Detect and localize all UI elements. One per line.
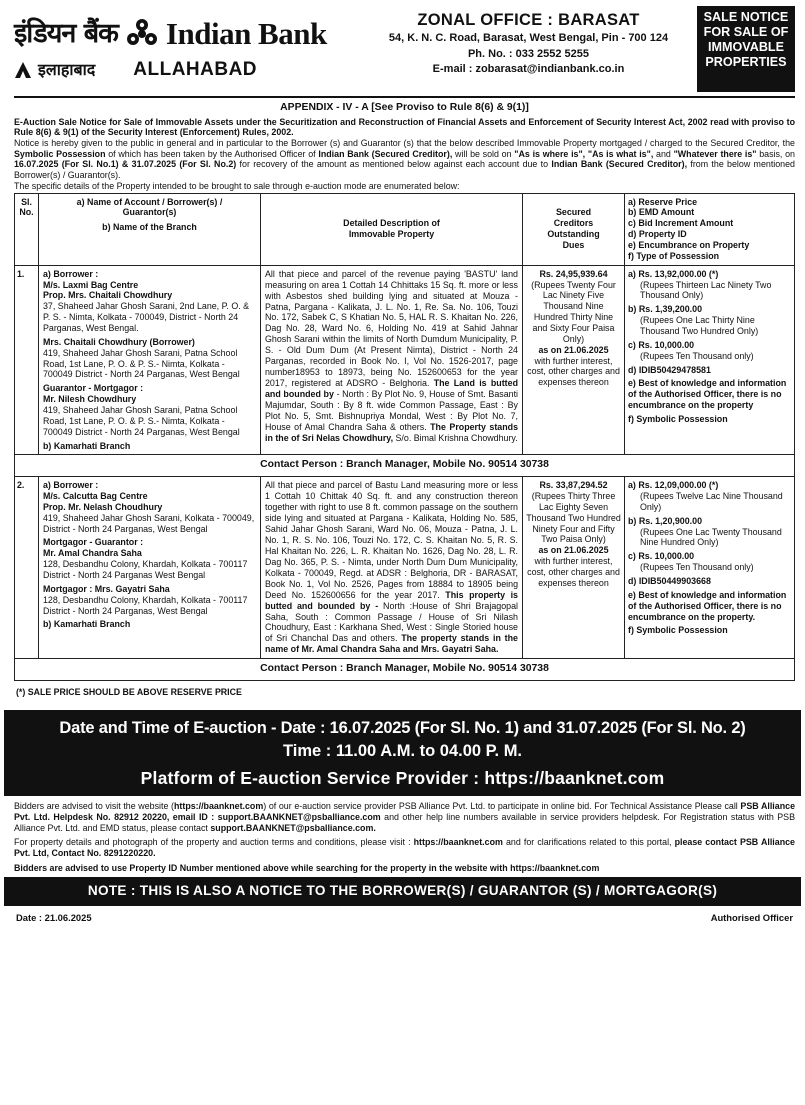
bidders-paragraph-1: Bidders are advised to visit the website (https://baanknet.com) of our e-auction service provider PSB Alliance Pvt. Ltd. to participate in online bid. For Technical Assistance Please call PSB Alliance Pvt. Ltd. Helpdesk No. 82912 20220, email ID : support.BAANKNET@psballiance.com and other help line numbers available in service providers helpdesk. For Registration status with PSB Alliance Pvt. Ltd. and EMD status, please contact support.BAANKNET@psballiance.com. <box>14 801 796 833</box>
row-property-description: All that piece and parcel of the revenue paying 'BASTU' land measuring on area 1 Cottah 14 Chhittaks 15 Sq. ft. more or less with Asbestos shed building lying and situated at Mouza - Patna, Pargana - Kalikata, J. L. No. 1, Re. Sa. No. 106, Touzi No. 172, Sabek C, S Khatian No. 5, HAL R. S. Khaitan No. 226, Dag No. 28, Ward No. 6, Holding No. 419 at Sahid Jahnar Ghosh Sarani within the limits of North Dumdum Municipality, P. S. - Old Dum Dum (At Present Nimta), District - North 24 Parganas, recorded in Book No. I, Vol No. 1526-2017, page number18953 to 18973, being No. 152600653 for the year 2017, registered at ADSRO - Belghoria. The Land is butted and bounded by - North : By Plot No. 9, House of Smt. Basanti Majumdar, South : By 8 ft. wide Common Passage, East : By Plot No. 5, Smt. Bishnupriya Mondal, West : By Plot No. 7, House of Amal Chandra Saha & others. The Property stands in the of Sri Nelas Chowdhury, S/o. Bimal Krishna Chowdhury. <box>261 265 523 455</box>
sale-notice-badge <box>697 6 795 92</box>
table-header-row <box>15 193 795 265</box>
allahabad-logo-icon <box>14 61 32 79</box>
row-dues: Rs. 24,95,939.64 (Rupees Twenty Four Lac Ninety Five Thousand Nine Hundred Thirty Nine and Sixty Four Paisa Only) as on 21.06.2025 with further interest, cost, other charges and expenses thereon <box>523 265 625 455</box>
authorised-officer: Authorised Officer <box>710 912 793 924</box>
auction-time: Time : 11.00 A.M. to 04.00 P. M. <box>282 741 523 760</box>
sale-box-line: PROPERTIES <box>705 54 787 69</box>
contact-person: Contact Person : Branch Manager, Mobile No. 90514 30738 <box>15 455 795 477</box>
table-row <box>15 477 795 659</box>
header-account: a) Name of Account / Borrower(s) / Guarantor(s) b) Name of the Branch <box>39 193 261 265</box>
row-dues: Rs. 33,87,294.52 (Rupees Thirty Three Lac Eighty Seven Thousand Two Hundred Ninety Four and Fifty Two Paisa Only) as on 21.06.2025 with further interest, cost, other charges and expenses thereon <box>523 477 625 659</box>
header-reserve: a) Reserve Price b) EMD Amount c) Bid Increment Amount d) Property ID e) Encumbrance on Property f) Type of Possession <box>625 193 795 265</box>
row-account: a) Borrower : M/s. Calcutta Bag Centre Prop. Mr. Nelash Choudhury 419, Shaheed Jahar Ghosh Sarani, Kolkata - 700049, District - North 24 Parganas, West Bengal Mortgagor - Guarantor : Mr. Amal Chandra Saha 128, Desbandhu Colony, Khardah, Kolkata - 700117 District - North 24 Parganas West Bengal Mortgagor : Mrs. Gayatri Saha 128, Desbandhu Colony, Khardah, Kolkata - 700117 District - North 24 Parganas, West Bengal b) Kamarhati Branch <box>39 477 261 659</box>
row-reserve: a) Rs. 12,09,000.00 (*) (Rupees Twelve Lac Nine Thousand Only) b) Rs. 1,20,900.00 (Rupees One Lac Twenty Thousand Nine Hundred Only) c) Rs. 10,000.00 (Rupees Ten Thousand only) d) IDIB50449903668 e) Best of knowledge and information of the Authorised Officer, there is no encumbrance on the property. f) Symbolic Possession <box>625 477 795 659</box>
property-table <box>14 193 795 682</box>
row-property-description: All that piece and parcel of Bastu Land measuring more or less 1 Cottah 10 Chittak 40 Sq. ft. and any construction thereon together with right to use 8 ft. common passage on the southern side lying and situated at Pargana - Kalikata, Holding No. 585, Sahid Jahar Ghosh Sarani, Ward No. 06, Mouza - Patna, J. L. No. 1, R. S. No. 106, Touzi No. 172, C. S. Khaitan No. 5, R. S. Hal Khaitan No. 226, L. R. Khaitan No. 1626, Dag No. 28, L. R. Dag No. 365, P. S. - Nimta, under North Dum Dum Municipality, Kolkata - 700049, Regd. at ADSR : Belghoria, DR - BARASAT, Book No. 1, Vol No. 2526, Pages from 18884 to 18905 being Deed No. 152600656 for the year 2017. This property is butted and bounded by - North :House of Shri Brajagopal Saha, South : Common Passage / House of Sri Nilash Choudhury, East : Karkhana Shed, West : Single Storied house of Sri Chanchal Das and others. The property stands in the name of Mr. Amal Chandra Saha and Mrs. Gayatri Saha. <box>261 477 523 659</box>
bidders-paragraph-3: Bidders are advised to use Property ID Number mentioned above while searching for the property in the website with https://baanknet.com <box>14 862 600 873</box>
zonal-email: E-mail : zobarasat@indianbank.co.in <box>432 62 625 75</box>
zonal-address: 54, K. N. C. Road, Barasat, West Bengal, Pin - 700 124 <box>388 32 669 45</box>
zonal-office-info <box>360 6 697 96</box>
table-row <box>15 265 795 455</box>
contact-row <box>15 455 795 477</box>
sale-box-line: SALE NOTICE <box>703 10 789 24</box>
logo-english-text: Indian Bank <box>165 16 327 52</box>
contact-person: Contact Person : Branch Manager, Mobile No. 90514 30738 <box>15 659 795 681</box>
row-sl: 1. <box>15 265 39 455</box>
intro-paragraph-1: E-Auction Sale Notice for Sale of Immovable Assets under the Securitization and Reconstruction of Financial Assets and Enforcement of Security Interest Act, 2002 read with proviso to Rule 8(6) & 9(1) of the Security Interest (Enforcement) Rules, 2002. <box>14 116 795 138</box>
intro-paragraph-2: Notice is hereby given to the public in general and in particular to the Borrower (s) and Guarantor (s) that the below described Immovable Property mortgaged / charged to the Secured Creditor, the Symbolic Possession of which has been taken by the Authorised Officer of Indian Bank (Secured Creditor), will be sold on "As is where is", "As is what is", and "Whatever there is" basis, on 16.07.2025 (For Sl. No.1) & 31.07.2025 (For Sl. No.2) for recovery of the amount as mentioned below against each account due to Indian Bank (Secured Creditor), from the below mentioned Borrower(s) / Guarantor(s). <box>14 138 795 181</box>
auction-platform: Platform of E-auction Service Provider : https://baanknet.com <box>140 768 665 788</box>
zonal-title: ZONAL OFFICE : BARASAT <box>417 11 640 29</box>
header-sl: Sl. No. <box>15 193 39 265</box>
notice-to-borrowers-banner: NOTE : THIS IS ALSO A NOTICE TO THE BORROWER(S) / GUARANTOR (S) / MORTGAGOR(S) <box>4 877 801 906</box>
logo-allahabad: ALLAHABAD <box>133 59 258 80</box>
contact-row <box>15 659 795 681</box>
logo-hindi-sub: इलाहाबाद <box>38 59 96 79</box>
sale-price-note: (*) SALE PRICE SHOULD BE ABOVE RESERVE PRICE <box>16 687 242 698</box>
bidders-paragraph-2: For property details and photograph of the property and auction terms and conditions, please visit : https://baanknet.com and for clarifications related to this portal, please contact PSB Alliance Pvt. Ltd, Contact No. 8291220220. <box>14 837 795 859</box>
notice-header <box>14 6 795 98</box>
notice-footer <box>14 906 795 923</box>
sale-box-line: FOR SALE OF <box>703 24 789 39</box>
zonal-phone: Ph. No. : 033 2552 5255 <box>467 47 590 60</box>
logo-hindi-text: इंडियन बैंक <box>14 17 118 49</box>
header-property: Detailed Description of Immovable Property <box>261 193 523 265</box>
sale-box-line: IMMOVABLE <box>707 39 785 54</box>
intro-paragraph-3: The specific details of the Property intended to be brought to sale through e-auction mode are enumerated below: <box>14 180 460 191</box>
intro-text <box>14 117 795 192</box>
notice-date: Date : 21.06.2025 <box>16 912 92 924</box>
auction-date: Date and Time of E-auction - Date : 16.07.2025 (For Sl. No. 1) and 31.07.2025 (For Sl. No. 2) <box>59 718 746 737</box>
row-account: a) Borrower : M/s. Laxmi Bag Centre Prop. Mrs. Chaitali Chowdhury 37, Shaheed Jahar Ghosh Sarani, 2nd Lane, P. O. & P. S. - Nimta, Kolkata - 700049, District - North 24 Parganas, West Bengal. Mrs. Chaitali Chowdhury (Borrower) 419, Shaheed Jahar Ghosh Sarani, Patna School Road, 1st Lane, P. O. & P. S.- Nimta, Kolkata - 700049 District - North 24 Parganas, West Bengal Guarantor - Mortgagor : Mr. Nilesh Chowdhury 419, Shaheed Jahar Ghosh Sarani, Patna School Road, 1st Lane, P. O. & P. S.- Nimta, Kolkata - 700049 District - North 24 Parganas, West Bengal b) Kamarhati Branch <box>39 265 261 455</box>
indian-bank-logo <box>14 6 360 96</box>
header-dues: Secured Creditors Outstanding Dues <box>523 193 625 265</box>
row-reserve: a) Rs. 13,92,000.00 (*) (Rupees Thirteen Lac Ninety Two Thousand Only) b) Rs. 1,39,200.00 (Rupees One Lac Thirty Nine Thousand Two Hundred Only) c) Rs. 10,000.00 (Rupees Ten Thousand only) d) IDIB50429478581 e) Best of knowledge and information of the Authorised Officer, there is no encumbrance on the property f) Symbolic Possession <box>625 265 795 455</box>
appendix-title: APPENDIX - IV - A [See Proviso to Rule 8(6) & 9(1)] <box>280 102 529 113</box>
bidders-info <box>14 801 795 873</box>
row-sl: 2. <box>15 477 39 659</box>
bank-emblem-icon <box>123 18 161 50</box>
auction-details-banner <box>4 710 801 797</box>
